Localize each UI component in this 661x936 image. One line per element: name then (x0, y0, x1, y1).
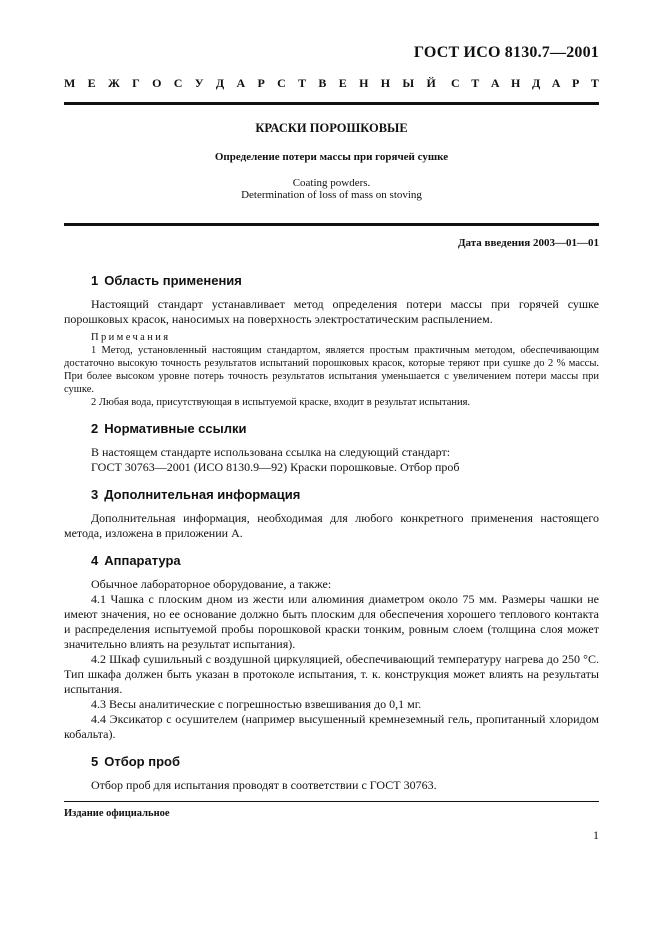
top-rule (64, 102, 599, 105)
banner-letter: Т (298, 76, 307, 90)
banner-letter: У (194, 76, 204, 90)
section-scope (64, 273, 599, 409)
section-heading: 3 Дополнительная информация (91, 487, 301, 502)
section-heading: 5 Отбор проб (91, 754, 180, 769)
paragraph: В настоящем стандарте использована ссылка на следующий стандарт: (91, 445, 451, 459)
middle-rule (64, 223, 599, 226)
clause-4-4: 4.4 Эксикатор с осушителем (например высушенный кремнеземный гель, пропитанный хлоридом кобальта). (64, 712, 599, 741)
section-heading: 1 Область применения (91, 273, 242, 288)
banner-letter: Р (572, 76, 580, 90)
banner-letter: Г (132, 76, 140, 90)
clause-4-3: 4.3 Весы аналитические с погрешностью взвешивания до 0,1 мг. (91, 697, 422, 711)
paragraph: Отбор проб для испытания проводят в соответствии с ГОСТ 30763. (91, 778, 437, 792)
official-edition-label: Издание официальное (64, 808, 170, 819)
document-body (64, 273, 599, 805)
banner-letter: Т (590, 76, 599, 90)
banner-letter: А (490, 76, 500, 90)
banner-letter: В (318, 76, 327, 90)
banner-letter: Н (359, 76, 369, 90)
clause-4-1: 4.1 Чашка с плоским дном из жести или алюминия диаметром около 75 мм. Размеры чашки не имеют значения, но ее основание должно быть плоским для обеспечения хорошего теплового контакта и распределения испытуемой пробы порошковой краски тонким, ровным слоем (толщина слоя может значительно влиять на результат испытания). (64, 592, 599, 651)
banner-letter: Й (426, 76, 436, 90)
banner-letter: О (152, 76, 162, 90)
reference-item: ГОСТ 30763—2001 (ИСО 8130.9—92) Краски порошковые. Отбор проб (91, 460, 460, 474)
page-number: 1 (593, 828, 599, 842)
banner-letter: М (64, 76, 76, 90)
banner-letter: Е (87, 76, 96, 90)
footer-rule (64, 801, 599, 802)
section-heading: 4 Аппаратура (91, 553, 181, 568)
document-subtitle: Определение потери массы при горячей сушке (214, 151, 449, 163)
paragraph: Обычное лабораторное оборудование, а также: (91, 577, 332, 591)
document-code: ГОСТ ИСО 8130.7—2001 (413, 44, 599, 61)
english-title-line-2: Determination of loss of mass on stoving (241, 189, 422, 201)
banner-letter: Н (380, 76, 391, 90)
banner-letter: С (173, 76, 183, 90)
section-normative-references (64, 421, 599, 475)
interstate-standard-banner (64, 76, 599, 91)
banner-letter: Д (215, 76, 225, 90)
banner-letter: А (551, 76, 561, 90)
banner-letter: Т (471, 76, 480, 90)
note-2: 2 Любая вода, присутствующая в испытуемой краске, входит в результат испытания. (91, 397, 471, 408)
banner-letter: А (236, 76, 246, 90)
document-title: КРАСКИ ПОРОШКОВЫЕ (255, 121, 408, 135)
banner-word-standard (451, 76, 599, 91)
paragraph: Настоящий стандарт устанавливает метод определения потери массы при горячей сушке порошковых красок, наносимых на поверхность электростатическим распылением. (64, 297, 599, 326)
section-heading: 2 Нормативные ссылки (91, 421, 247, 436)
banner-letter: Ж (107, 76, 120, 90)
section-sampling (64, 754, 599, 793)
banner-letter: Н (511, 76, 521, 90)
banner-letter: Д (531, 76, 541, 90)
note-1: 1 Метод, установленный настоящим стандартом, является простым практичным методом, обеспечивающим достаточно высокую точность результатов испытаний порошковых красок, которые теряют при сушке до 2 % массы. При более высоком уровне потерь точность результатов испытания уменьшается с увеличением потери массы при сушке. (64, 345, 599, 395)
english-title-line-1: Coating powders. (292, 177, 371, 189)
banner-letter: С (277, 76, 286, 90)
notes-heading: Примечания (91, 332, 171, 343)
section-apparatus (64, 553, 599, 742)
paragraph: Дополнительная информация, необходимая для любого конкретного применения настоящего метода, изложена в приложении А. (64, 511, 599, 540)
banner-letter: С (451, 76, 460, 90)
clause-4-2: 4.2 Шкаф сушильный с воздушной циркуляцией, обеспечивающий температуру нагрева до 250 °С. Тип шкафа должен быть указан в протоколе испытания, т. к. конструкция может влиять на результаты испытания. (64, 652, 599, 696)
banner-letter: Е (338, 76, 347, 90)
section-additional-information (64, 487, 599, 541)
banner-letter: Р (257, 76, 265, 90)
banner-letter: Ы (402, 76, 415, 90)
introduction-date: Дата введения 2003—01—01 (457, 237, 599, 249)
banner-word-interstate (64, 76, 436, 91)
